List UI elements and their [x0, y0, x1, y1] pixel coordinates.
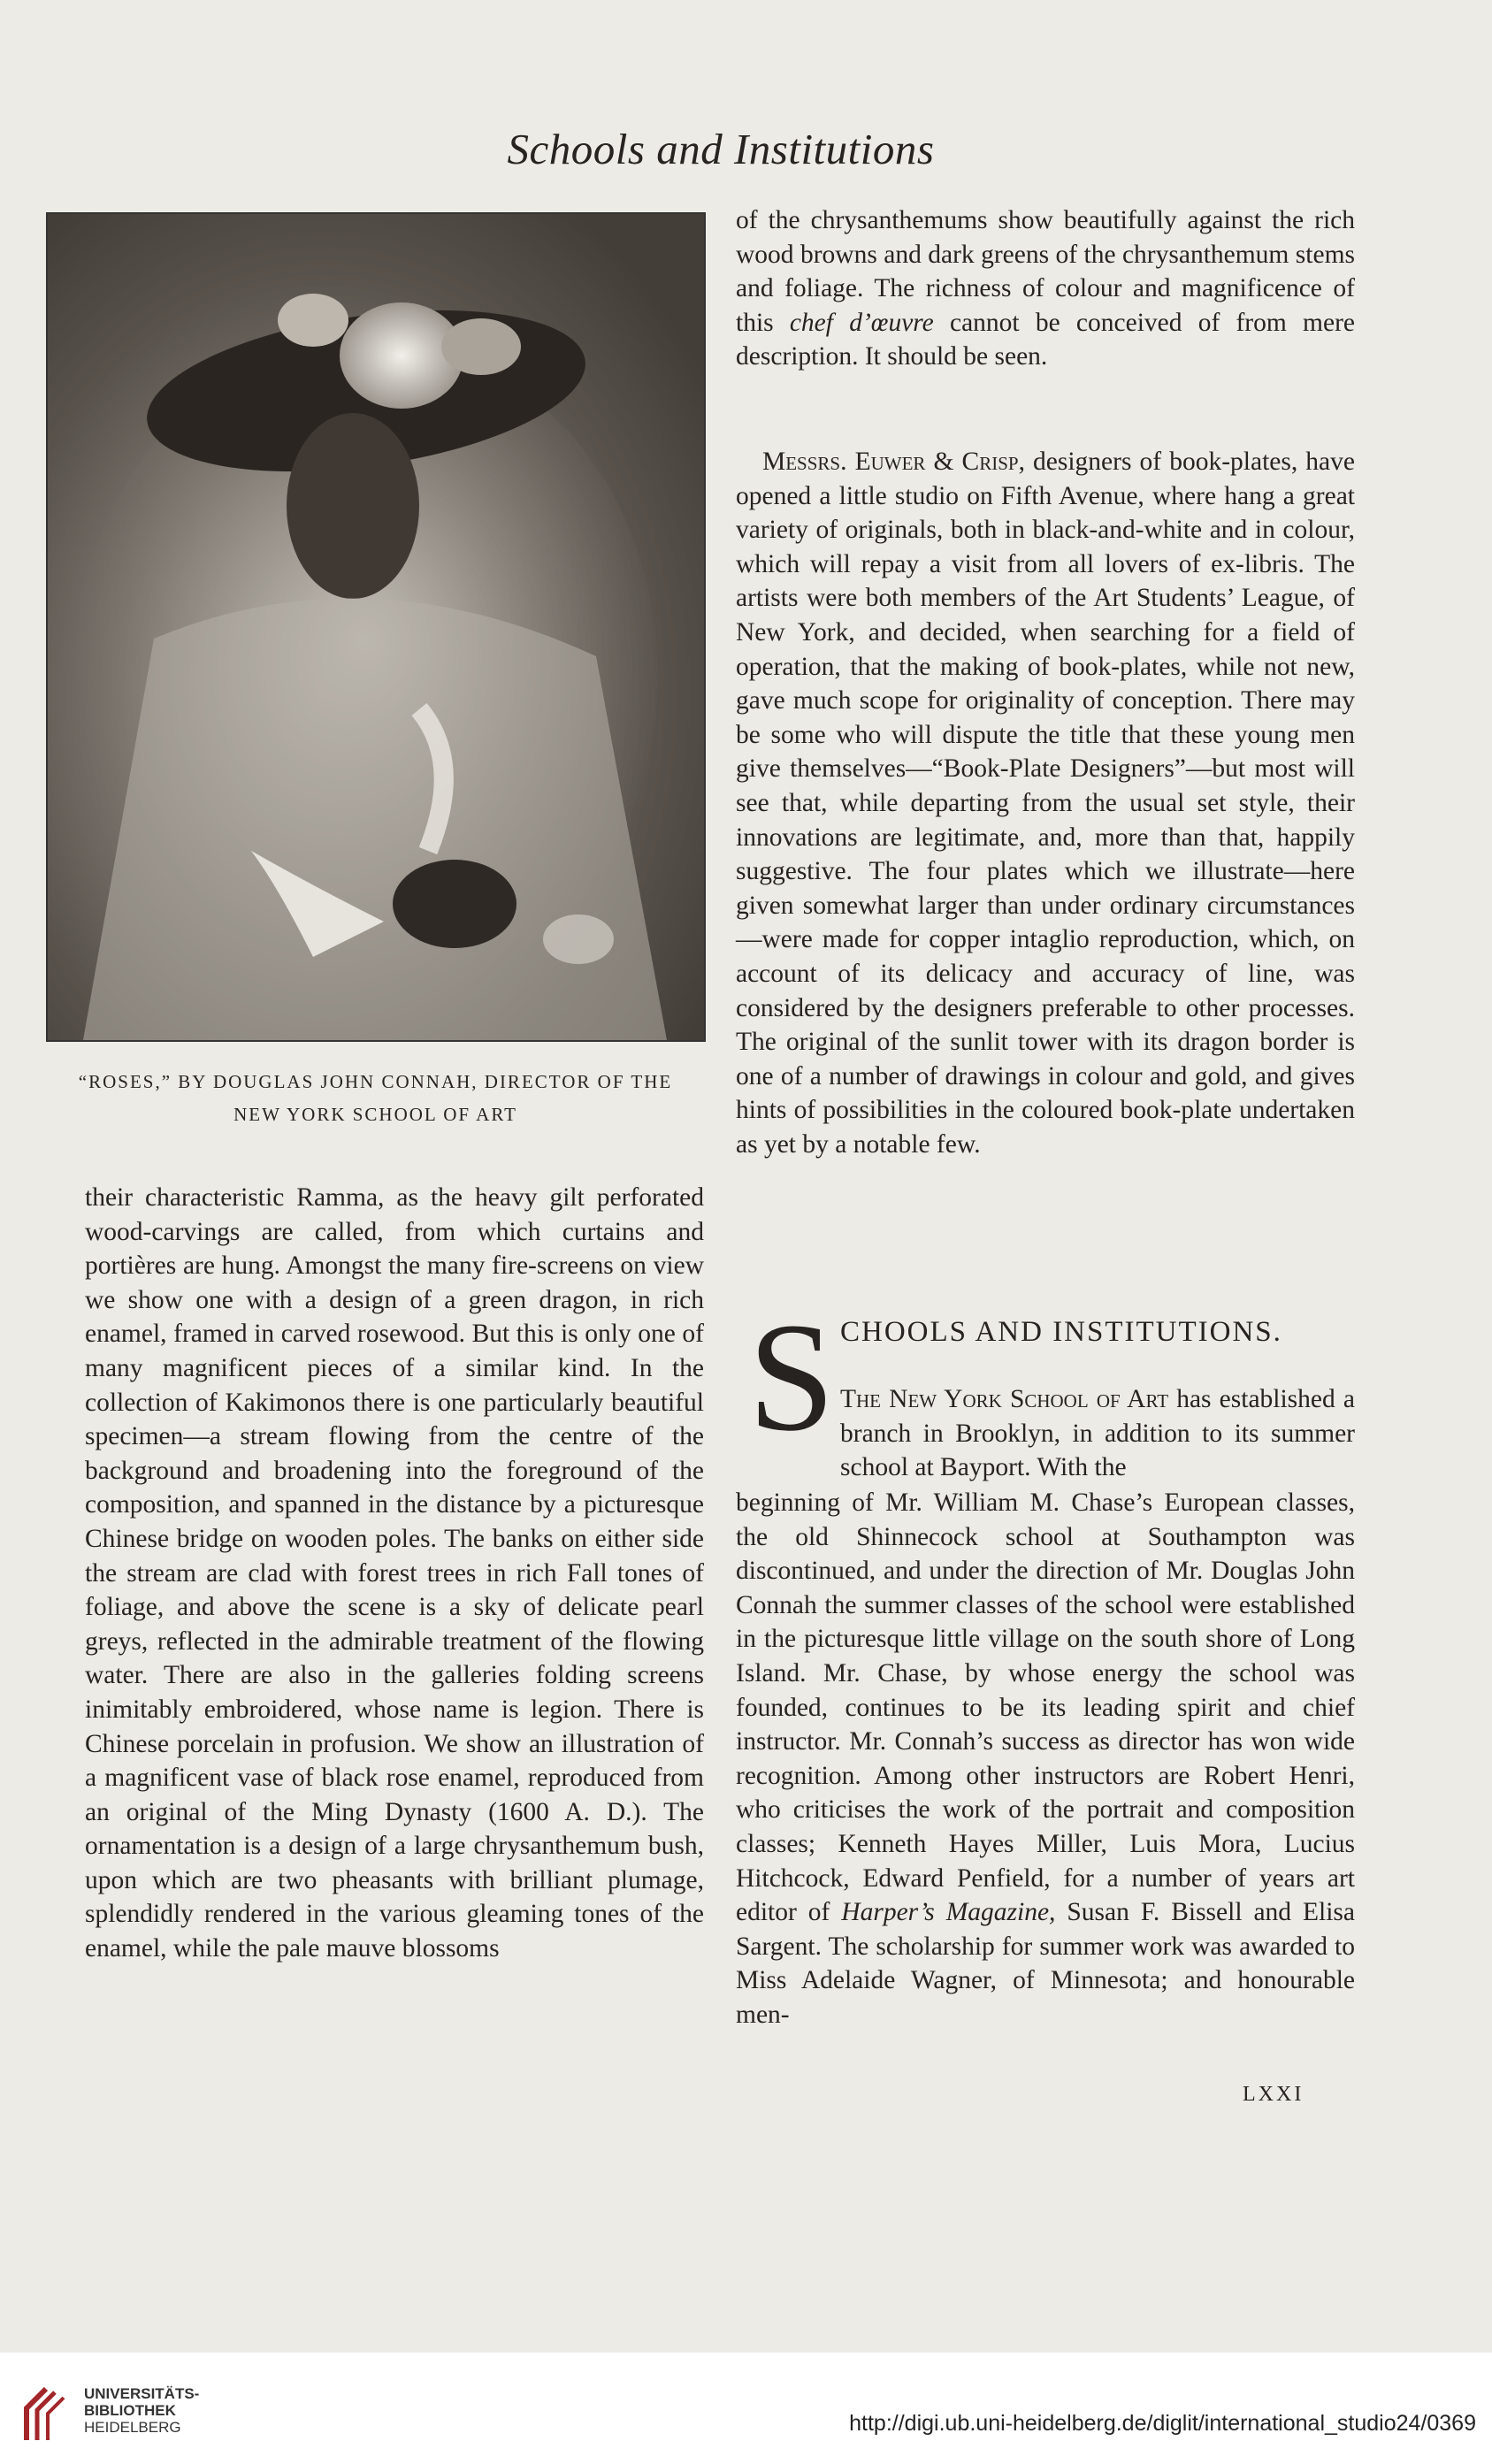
right-column-paragraph-2 — [736, 445, 1355, 1161]
paragraph-1-part-b: cannot be conceived of from mere description. It should be seen. — [736, 308, 1356, 371]
paragraph-3-italic: Harper’s Magazine, — [841, 1898, 1056, 1927]
page-number: LXXI — [1243, 2083, 1305, 2106]
paragraph-1-italic: chef d’œuvre — [789, 308, 934, 337]
portrait-image — [48, 214, 704, 1040]
painting-illustration — [46, 212, 706, 1042]
right-column-paragraph-3-continued — [736, 1486, 1355, 2032]
paragraph-3-lead: The New York School of Art — [840, 1385, 1169, 1413]
running-head: Schools and Institutions — [507, 125, 935, 173]
caption-line-1: “ROSES,” BY DOUGLAS JOHN CONNAH, DIRECTOR OF THE — [78, 1071, 673, 1092]
paragraph-1-part-a: of the chrysanthemums show beautifully against the rich wood browns and dark greens of the chrysanthemum stems and foliage. The richness of colour and magnificence of this — [736, 206, 1355, 337]
paragraph-2-text: designers of book-plates, have opened a little studio on Fifth Avenue, where hang a great variety of originals, both in black-and-white and in colour, which will repay a visit from all lovers of ex-libris. The artists were both members of the Art Students’ League, of New York, and decided, when searching for a field of operation, that the making of book-plates, while not new, gave much scope for originality of conception. There may be some who will dispute the title that these young men give themselves—“Book-Plate Designers”—but most will see that, while departing from the usual set style, their innovations are legitimate, and, more than that, happily suggestive. The four plates which we illustrate—here given somewhat larger than under ordinary circumstances—were made for copper intaglio reproduction, which, on account of its delicacy and accuracy of line, was considered by the designers preferable to other processes. The original of the sunlit tower with its dragon border is one of a number of drawings in colour and gold, and gives hints of possibilities in the coloured book-plate undertaken as yet by a notable few. — [736, 448, 1355, 1159]
figure-caption — [46, 1066, 705, 1131]
paragraph-3-cont-a: beginning of Mr. William M. Chase’s European classes, the old Shinnecock school at Southampton was discontinued, and under the direction of Mr. Douglas John Connah the summer classes of the school were established in the picturesque little village on the south shore of Long Island. Mr. Chase, by whose energy the school was founded, continues to be its leading spirit and chief instructor. Mr. Connah’s success as director has won wide recognition. Among other instructors are Robert Henri, who criticises the work of the portrait and composition classes; Kenneth Hayes Miller, Luis Mora, Lucius Hitchcock, Edward Penfield, for a number of years art editor of — [736, 1488, 1355, 1927]
library-logo-icon — [19, 2384, 76, 2445]
library-logo-text — [84, 2385, 199, 2436]
source-url-link[interactable]: http://digi.ub.uni-heidelberg.de/diglit/international_studio24/0369 — [849, 2411, 1476, 2436]
section-dropcap: S — [748, 1291, 835, 1464]
logo-line-3: HEIDELBERG — [84, 2419, 181, 2436]
paragraph-3-cont-b: Susan F. Bissell and Elisa Sargent. The scholarship for summer work was awarded to Miss Adelaide Wagner, of Minnesota; and honourable men- — [736, 1898, 1355, 2029]
paragraph-2-lead: Messrs. Euwer & Crisp, — [762, 448, 1025, 476]
right-column-paragraph-3-start — [840, 1382, 1355, 1485]
caption-line-2: NEW YORK SCHOOL OF ART — [233, 1104, 517, 1125]
section-heading: CHOOLS AND INSTITUTIONS. — [840, 1316, 1282, 1348]
left-column-text: their characteristic Ramma, as the heavy gilt perforated wood-carvings are called, from which curtains and portières are hung. Amongst the many fire-screens on view we show one with a design of a green dragon, in rich enamel, framed in carved rosewood. But this is only one of many magnificent pieces of a similar kind. In the collection of Kakimonos there is one particularly beautiful specimen—a stream flowing from the centre of the background and broadening into the foreground of the composition, and spanned in the distance by a picturesque Chinese bridge on wooden poles. The banks on either side the stream are clad with forest trees in rich Fall tones of foliage, and above the scene is a sky of delicate pearl greys, reflected in the admirable treatment of the flowing water. There are also in the galleries folding screens inimitably embroidered, whose name is legion. There is Chinese porcelain in profusion. We show an illustration of a magnificent vase of black rose enamel, reproduced from an original of the Ming Dynasty (1600 A. D.). The ornamentation is a design of a large chrysanthemum bush, upon which are two pheasants with brilliant plumage, splendidly rendered in the various gleaming tones of the enamel, while the pale mauve blossoms — [85, 1183, 704, 1963]
paragraph-3-start: has established a branch in Brooklyn, in addition to its summer school at Bayport. With the — [840, 1385, 1355, 1482]
viewer-footer — [0, 2353, 1492, 2464]
logo-line-1: UNIVERSITÄTS- — [84, 2385, 200, 2402]
logo-line-2: BIBLIOTHEK — [84, 2402, 176, 2419]
right-column-paragraph-1 — [736, 203, 1355, 374]
